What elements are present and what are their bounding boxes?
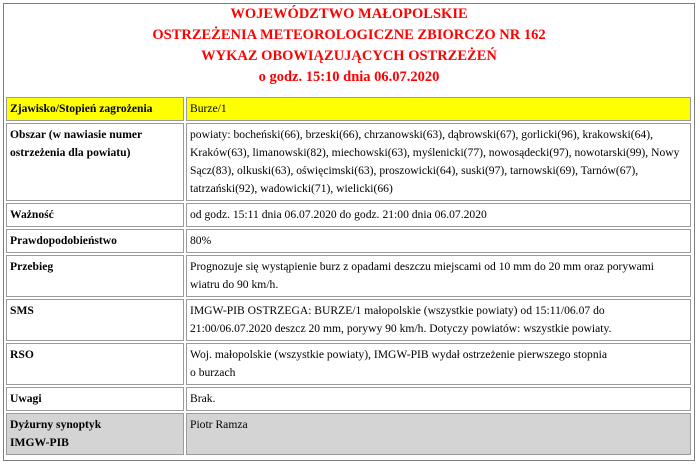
validity-label: Ważność	[6, 203, 184, 227]
warning-table	[4, 95, 693, 457]
sms-label: SMS	[6, 299, 184, 341]
row-sms	[6, 299, 691, 341]
probability-label: Prawdopodobieństwo	[6, 229, 184, 253]
area-value: powiaty: bocheński(66), brzeski(66), chrzanowski(63), dąbrowski(67), gorlicki(96), krakowski(64), Kraków(63), limanowski(82), miechowski(63), myślenicki(77), nowosądecki(97), nowotarski(99), Nowy Sącz(83), olkuski(63), oświęcimski(63), proszowicki(64), suski(97), tarnowski(69), Tarnów(67), tatrzański(92), wadowicki(71), wielicki(66)	[186, 123, 691, 201]
row-course	[6, 255, 691, 297]
phenomenon-value: Burze/1	[186, 97, 691, 121]
forecaster-value: Piotr Ramza	[186, 413, 691, 455]
header-region: WOJEWÓDZTWO MAŁOPOLSKIE	[230, 6, 468, 22]
phenomenon-label: Zjawisko/Stopień zagrożenia	[6, 97, 184, 121]
validity-value: od godz. 15:11 dnia 06.07.2020 do godz. 21:00 dnia 06.07.2020	[186, 203, 691, 227]
rso-value	[186, 343, 691, 385]
course-value: Prognozuje się wystąpienie burz z opadami deszczu miejscami od 10 mm do 20 mm oraz porywami wiatru do 90 km/h.	[186, 255, 691, 297]
probability-value: 80%	[186, 229, 691, 253]
row-area	[6, 123, 691, 201]
forecaster-label	[6, 413, 184, 455]
area-label: Obszar (w nawiasie numer ostrzeżenia dla powiatu)	[6, 123, 184, 201]
row-notes	[6, 387, 691, 411]
row-rso	[6, 343, 691, 385]
forecaster-label-line1: Dyżurny synoptyk	[10, 418, 102, 431]
row-phenomenon	[6, 97, 691, 121]
notes-label: Uwagi	[6, 387, 184, 411]
header-list-title: WYKAZ OBOWIĄZUJĄCYCH OSTRZEŻEŃ	[201, 48, 497, 64]
header-timestamp: o godz. 15:10 dnia 06.07.2020	[258, 69, 440, 85]
rso-value-line1: Woj. małopolskie (wszystkie powiaty), IMGW-PIB wydał ostrzeżenie pierwszego stopnia	[190, 348, 607, 361]
notes-value: Brak.	[186, 387, 691, 411]
row-forecaster	[6, 413, 691, 455]
forecaster-label-line2: IMGW-PIB	[10, 436, 69, 449]
rso-value-line2: o burzach	[190, 366, 236, 379]
row-probability	[6, 229, 691, 253]
header-bulletin-title: OSTRZEŻENIA METEOROLOGICZNE ZBIORCZO NR 162	[152, 27, 546, 43]
course-label: Przebieg	[6, 255, 184, 297]
rso-label: RSO	[6, 343, 184, 385]
sms-value: IMGW-PIB OSTRZEGA: BURZE/1 małopolskie (wszystkie powiaty) od 15:11/06.07 do 21:00/06.07.2020 deszcz 20 mm, porywy 90 km/h. Dotyczy powiatów: wszystkie powiaty.	[186, 299, 691, 341]
row-validity	[6, 203, 691, 227]
warning-header	[3, 4, 695, 94]
